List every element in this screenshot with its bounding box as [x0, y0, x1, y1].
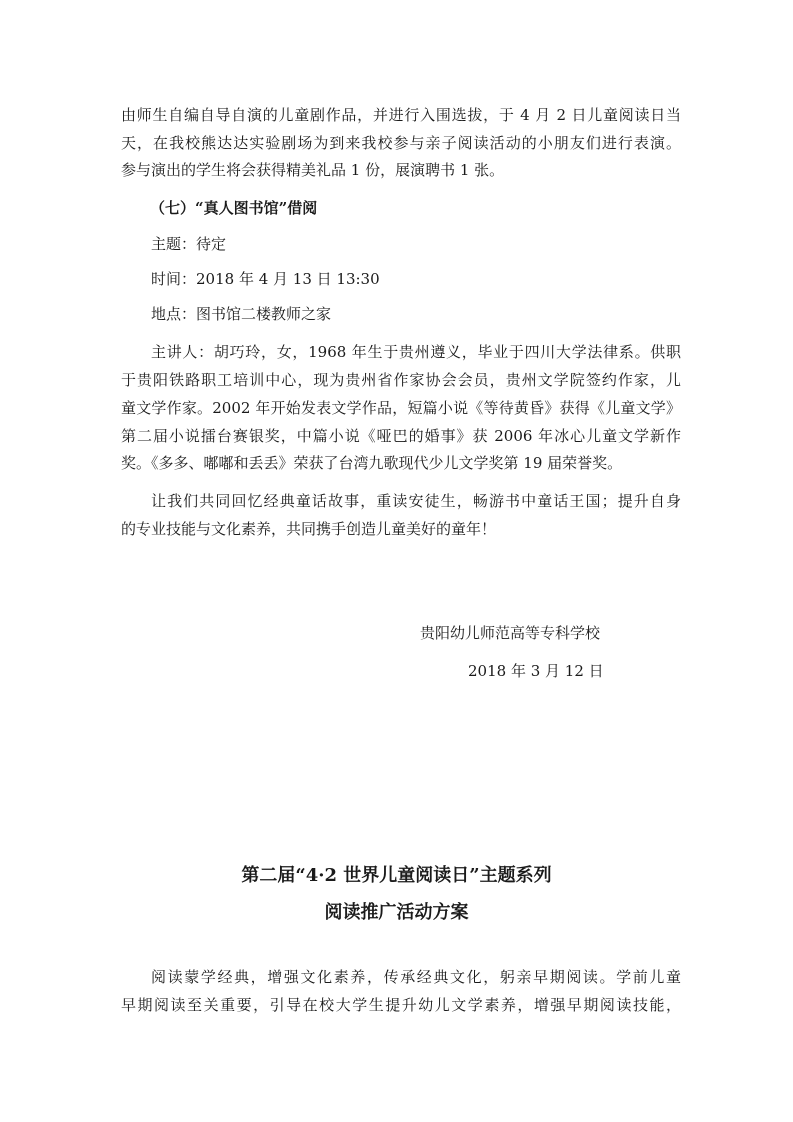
section-heading: （七）“真人图书馆”借阅	[150, 199, 318, 217]
intro-line-3: 参与演出的学生将会获得精美礼品 1 份，展演聘书 1 张。	[121, 161, 505, 179]
final-line-2: 早期阅读至关重要，引导在校大学生提升幼儿文学素养，增强早期阅读技能，	[121, 996, 681, 1014]
speaker-line-3: 童文学作家。2002 年开始发表文学作品，短篇小说《等待黄昏》获得《儿童文学》	[121, 399, 681, 417]
intro-line-1: 由师生自编自导自演的儿童剧作品，并进行入围选拔，于 4 月 2 日儿童阅读日当	[121, 106, 681, 124]
document-title-line-1: 第二届“4·2 世界儿童阅读日”主题系列	[241, 865, 552, 886]
intro-line-2: 天，在我校熊达达实验剧场为到来我校参与亲子阅读活动的小朋友们进行表演。	[121, 134, 681, 152]
signature-organization: 贵阳幼儿师范高等专科学校	[420, 624, 601, 642]
time-field: 时间：2018 年 4 月 13 日 13:30	[151, 270, 380, 288]
topic-field: 主题：待定	[151, 235, 227, 253]
location-field: 地点：图书馆二楼教师之家	[151, 305, 332, 323]
speaker-line-4: 第二届小说擂台赛银奖，中篇小说《哑巴的婚事》获 2006 年冰心儿童文学新作	[121, 427, 681, 445]
document-title-line-2: 阅读推广活动方案	[324, 902, 469, 923]
speaker-line-1: 主讲人：胡巧玲，女，1968 年生于贵州遵义，毕业于四川大学法律系。供职	[151, 343, 681, 361]
final-line-1: 阅读蒙学经典，增强文化素养，传承经典文化，躬亲早期阅读。学前儿童	[151, 968, 681, 986]
closing-line-1: 让我们共同回忆经典童话故事，重读安徒生，畅游书中童话王国；提升自身	[151, 492, 681, 510]
speaker-line-5: 奖。《多多、嘟嘟和丢丢》荣获了台湾九歌现代少儿文学奖第 19 届荣誉奖。	[121, 454, 623, 472]
speaker-line-2: 于贵阳铁路职工培训中心，现为贵州省作家协会会员，贵州文学院签约作家，儿	[121, 371, 681, 389]
closing-line-2: 的专业技能与文化素养，共同携手创造儿童美好的童年！	[121, 520, 497, 538]
signature-date: 2018 年 3 月 12 日	[468, 662, 604, 680]
